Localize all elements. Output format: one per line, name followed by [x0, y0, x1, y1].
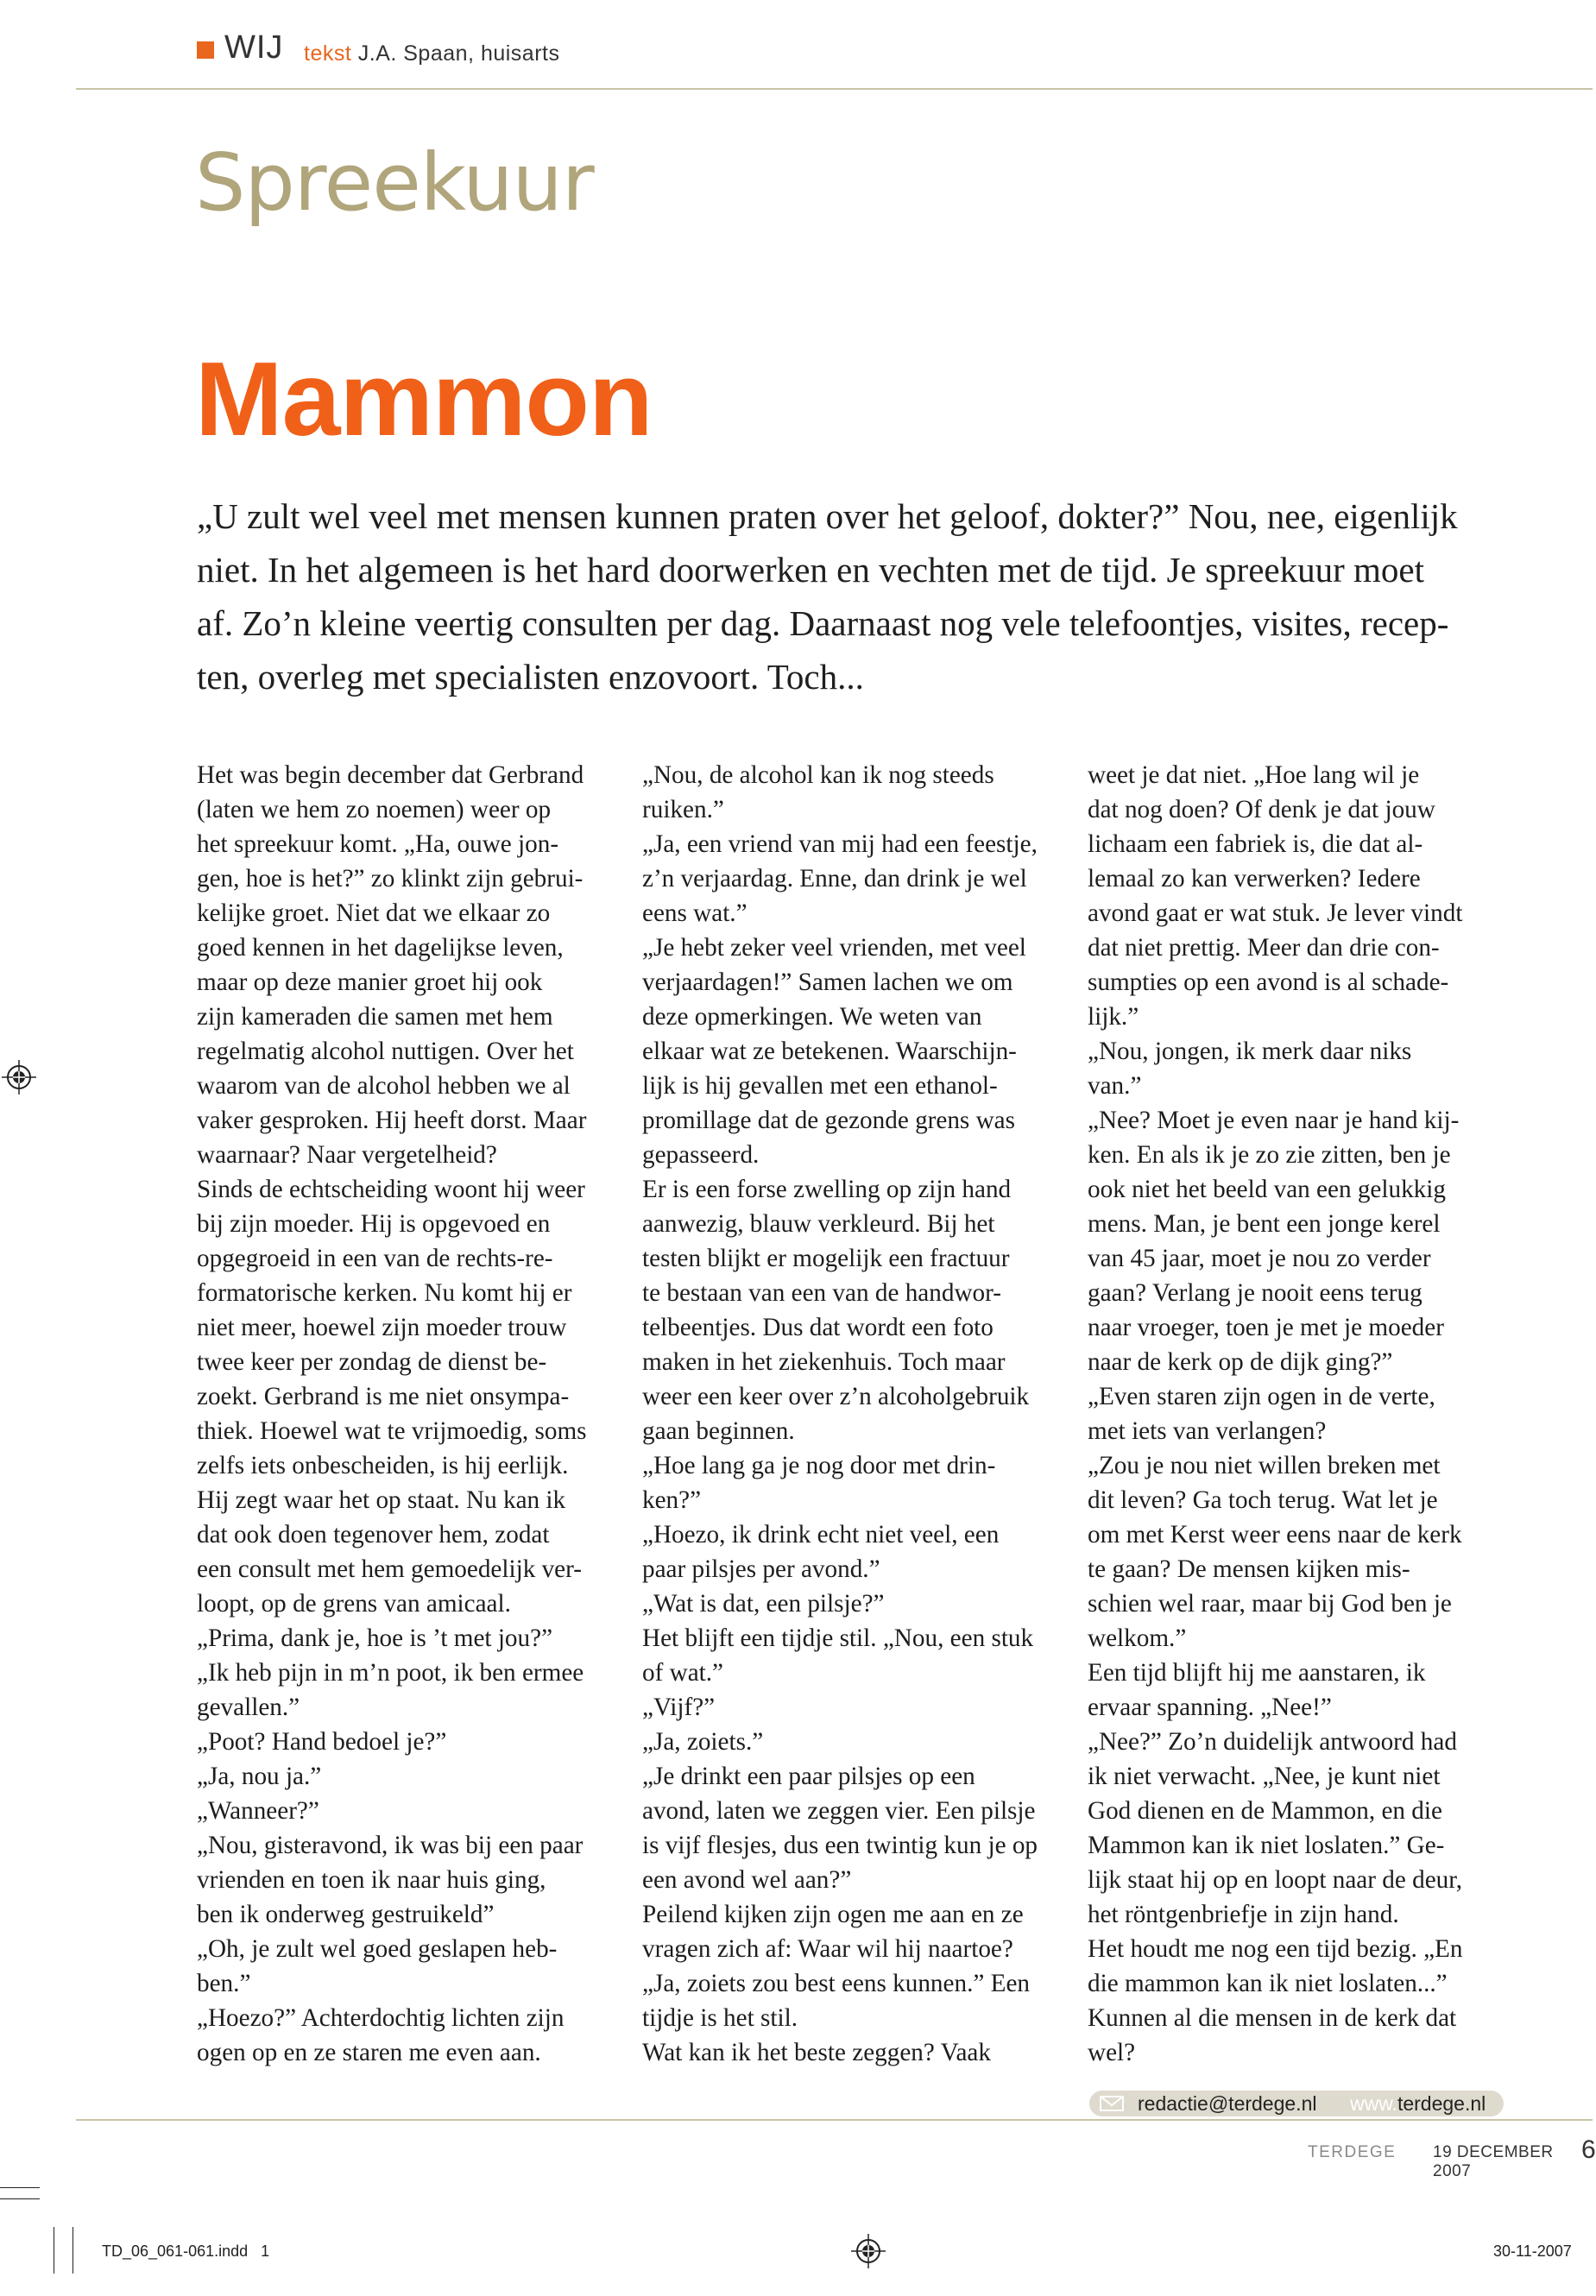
body-line: waarom van de alcohol hebben we al — [197, 1072, 571, 1100]
body-line: welkom.” — [1088, 1624, 1187, 1652]
body-line: ben.” — [197, 1970, 251, 1997]
square-bullet-icon — [197, 41, 214, 59]
body-line: niet meer, hoewel zijn moeder trouw — [197, 1314, 567, 1341]
body-line: van.” — [1088, 1072, 1142, 1100]
body-line: zelfs iets onbescheiden, is hij eerlijk. — [197, 1452, 569, 1479]
body-line: het spreekuur komt. „Ha, ouwe jon- — [197, 830, 559, 858]
body-line: gaan beginnen. — [642, 1417, 795, 1445]
section-label: WIJ — [224, 29, 284, 66]
body-line: lijk staat hij op en loopt naar de deur, — [1088, 1866, 1463, 1894]
magazine-name: TERDEGE — [1308, 2143, 1397, 2161]
body-line: of wat.” — [642, 1659, 724, 1687]
body-line: ken?” — [642, 1486, 702, 1514]
body-line: „Nou, gisteravond, ik was bij een paar — [197, 1832, 584, 1859]
credit-author: J.A. Spaan, huisarts — [357, 41, 560, 66]
body-line: Een tijd blijft hij me aanstaren, ik — [1088, 1659, 1426, 1687]
body-line: „Nou, jongen, ik merk daar niks — [1088, 1038, 1412, 1065]
body-line: ogen op en ze staren me even aan. — [197, 2039, 541, 2066]
body-line: Kunnen al die mensen in de kerk dat — [1088, 2004, 1457, 2032]
body-line: om met Kerst weer eens naar de kerk — [1088, 1521, 1462, 1549]
credit-label: tekst — [304, 41, 352, 66]
body-line: Het blijft een tijdje stil. „Nou, een stuk — [642, 1624, 1034, 1652]
body-line: lijk.” — [1088, 1003, 1139, 1031]
body-line: „Ja, zoiets.” — [642, 1728, 764, 1756]
body-line: lijk is hij gevallen met een ethanol- — [642, 1072, 998, 1100]
body-line: maken in het ziekenhuis. Toch maar — [642, 1348, 1006, 1376]
body-column-1 — [197, 758, 628, 2070]
body-line: kelijke groet. Niet dat we elkaar zo — [197, 899, 551, 927]
body-line: elkaar wat ze betekenen. Waarschijn- — [642, 1038, 1017, 1065]
body-line: zoekt. Gerbrand is me niet onsympa- — [197, 1383, 570, 1410]
website-domain: terdege.nl — [1397, 2092, 1486, 2115]
body-line: lemaal zo kan verwerken? Iedere — [1088, 865, 1421, 893]
slug-filename: TD_06_061-061.indd 1 — [102, 2242, 270, 2260]
body-line: „Hoezo, ik drink echt niet veel, een — [642, 1521, 1000, 1549]
website-prefix: www. — [1350, 2092, 1397, 2115]
body-line: ken. En als ik je zo zie zitten, ben je — [1088, 1141, 1451, 1169]
body-line: lichaam een fabriek is, die dat al- — [1088, 830, 1423, 858]
bottom-divider — [76, 2119, 1593, 2121]
body-line: „Nee?” Zo’n duidelijk antwoord had — [1088, 1728, 1457, 1756]
body-line: gevallen.” — [197, 1694, 300, 1721]
registration-mark-icon — [2, 1060, 36, 1094]
intro-line: ten, overleg met specialisten enzovoort. Toch... — [197, 657, 864, 697]
article-intro — [197, 489, 1517, 703]
body-line: „Wanneer?” — [197, 1797, 319, 1825]
body-line: „Ja, nou ja.” — [197, 1763, 322, 1790]
body-line: Het houdt me nog een tijd bezig. „En — [1088, 1935, 1463, 1963]
body-line: ervaar spanning. „Nee!” — [1088, 1694, 1332, 1721]
body-line: „Wat is dat, een pilsje?” — [642, 1590, 885, 1618]
body-line: Hij zegt waar het op staat. Nu kan ik — [197, 1486, 566, 1514]
column-kicker: Spreekuur — [195, 136, 594, 229]
body-line: deze opmerkingen. We weten van — [642, 1003, 982, 1031]
body-line: „Hoe lang ga je nog door met drin- — [642, 1452, 996, 1479]
body-line: vragen zich af: Waar wil hij naartoe? — [642, 1935, 1013, 1963]
body-line: twee keer per zondag de dienst be- — [197, 1348, 547, 1376]
body-line: van 45 jaar, moet je nou zo verder — [1088, 1245, 1431, 1272]
body-line: is vijf flesjes, dus een twintig kun je op — [642, 1832, 1038, 1859]
body-line: schien wel raar, maar bij God ben je — [1088, 1590, 1452, 1618]
body-line: het röntgenbriefje in zijn hand. — [1088, 1901, 1399, 1928]
body-line: gaan? Verlang je nooit eens terug — [1088, 1279, 1423, 1307]
body-line: thiek. Hoewel wat te vrijmoedig, soms — [197, 1417, 587, 1445]
body-line: „Je drinkt een paar pilsjes op een — [642, 1763, 975, 1790]
body-line: een avond wel aan?” — [642, 1866, 852, 1894]
body-line: promillage dat de gezonde grens was — [642, 1107, 1015, 1134]
body-line: „Hoezo?” Achterdochtig lichten zijn — [197, 2004, 565, 2032]
website-link[interactable] — [1350, 2092, 1486, 2116]
body-line: weet je dat niet. „Hoe lang wil je — [1088, 761, 1420, 789]
body-line: wel? — [1088, 2039, 1136, 2066]
mail-icon — [1100, 2096, 1124, 2111]
body-line: Peilend kijken zijn ogen me aan en ze — [642, 1901, 1024, 1928]
body-line: ben ik onderweg gestruikeld” — [197, 1901, 495, 1928]
body-line: met iets van verlangen? — [1088, 1417, 1327, 1445]
body-line: paar pilsjes per avond.” — [642, 1555, 880, 1583]
intro-line: „U zult wel veel met mensen kunnen praten over het geloof, dokter?” Nou, nee, eigenlijk — [197, 496, 1458, 536]
body-line: „Prima, dank je, hoe is ’t met jou?” — [197, 1624, 553, 1652]
body-line: „Zou je nou niet willen breken met — [1088, 1452, 1441, 1479]
registration-mark-icon — [851, 2234, 886, 2268]
body-line: aanwezig, blauw verkleurd. Bij het — [642, 1210, 995, 1238]
body-line: naar de kerk op de dijk ging?” — [1088, 1348, 1393, 1376]
crop-mark — [0, 2187, 40, 2188]
body-line: „Ik heb pijn in m’n poot, ik ben ermee — [197, 1659, 584, 1687]
body-line: „Ja, een vriend van mij had een feestje, — [642, 830, 1038, 858]
body-line: weer een keer over z’n alcoholgebruik — [642, 1383, 1030, 1410]
body-line: gepasseerd. — [642, 1141, 760, 1169]
page-number: 6 — [1581, 2135, 1596, 2164]
body-line: „Vijf?” — [642, 1694, 716, 1721]
body-line: „Poot? Hand bedoel je?” — [197, 1728, 447, 1756]
body-line: regelmatig alcohol nuttigen. Over het — [197, 1038, 574, 1065]
body-line: mens. Man, je bent een jonge kerel — [1088, 1210, 1441, 1238]
author-credit — [304, 41, 559, 66]
body-line: avond gaat er wat stuk. Je lever vindt — [1088, 899, 1463, 927]
intro-line: af. Zo’n kleine veertig consulten per dag. Daarnaast nog vele telefoontjes, visites, recep- — [197, 603, 1449, 643]
body-line: z’n verjaardag. Enne, dan drink je wel — [642, 865, 1027, 893]
body-line: naar vroeger, toen je met je moeder — [1088, 1314, 1444, 1341]
body-line: dat nog doen? Of denk je dat jouw — [1088, 796, 1435, 823]
body-line: formatorische kerken. Nu komt hij er — [197, 1279, 572, 1307]
body-line: opgegroeid in een van de rechts-re- — [197, 1245, 553, 1272]
body-line: eens wat.” — [642, 899, 748, 927]
contact-email-link[interactable]: redactie@terdege.nl — [1138, 2092, 1317, 2115]
body-line: dat niet prettig. Meer dan drie con- — [1088, 934, 1440, 962]
body-line: een consult met hem gemoedelijk ver- — [197, 1555, 582, 1583]
body-column-2 — [642, 758, 1074, 2070]
crop-mark — [0, 2198, 40, 2199]
body-line: tijdje is het stil. — [642, 2004, 798, 2032]
top-divider — [76, 88, 1593, 90]
body-line: „Ja, zoiets zou best eens kunnen.” Een — [642, 1970, 1031, 1997]
body-line: Er is een forse zwelling op zijn hand — [642, 1176, 1012, 1203]
body-line: Mammon kan ik niet loslaten.” Ge- — [1088, 1832, 1445, 1859]
body-line: sumpties op een avond is al schade- — [1088, 968, 1449, 996]
body-line: waarnaar? Naar vergetelheid? — [197, 1141, 497, 1169]
body-line: gen, hoe is het?” zo klinkt zijn gebrui- — [197, 865, 584, 893]
body-line: testen blijkt er mogelijk een fractuur — [642, 1245, 1010, 1272]
body-line: (laten we hem zo noemen) weer op — [197, 796, 552, 823]
body-line: avond, laten we zeggen vier. Een pilsje — [642, 1797, 1036, 1825]
body-line: God dienen en de Mammon, en die — [1088, 1797, 1442, 1825]
body-line: Het was begin december dat Gerbrand — [197, 761, 584, 789]
slug-date: 30-11-2007 — [1493, 2242, 1572, 2260]
body-line: „Nou, de alcohol kan ik nog steeds — [642, 761, 994, 789]
body-line: te bestaan van een van de handwor- — [642, 1279, 1001, 1307]
body-line: dit leven? Ga toch terug. Wat let je — [1088, 1486, 1438, 1514]
body-line: goed kennen in het dagelijkse leven, — [197, 934, 564, 962]
article-title: Mammon — [195, 340, 653, 457]
body-line: ik niet verwacht. „Nee, je kunt niet — [1088, 1763, 1441, 1790]
body-line: Sinds de echtscheiding woont hij weer — [197, 1176, 585, 1203]
body-line: vrienden en toen ik naar huis ging, — [197, 1866, 546, 1894]
body-column-3 — [1088, 758, 1519, 2070]
body-line: dat ook doen tegenover hem, zodat — [197, 1521, 550, 1549]
body-line: loopt, op de grens van amicaal. — [197, 1590, 511, 1618]
body-line: zijn kameraden die samen met hem — [197, 1003, 553, 1031]
body-line: vaker gesproken. Hij heeft dorst. Maar — [197, 1107, 587, 1134]
body-line: „Oh, je zult wel goed geslapen heb- — [197, 1935, 558, 1963]
body-line: verjaardagen!” Samen lachen we om — [642, 968, 1013, 996]
body-line: „Nee? Moet je even naar je hand kij- — [1088, 1107, 1460, 1134]
intro-line: niet. In het algemeen is het hard doorwerken en vechten met de tijd. Je spreekuur moet — [197, 550, 1424, 590]
body-line: „Je hebt zeker veel vrienden, met veel — [642, 934, 1026, 962]
body-line: ook niet het beeld van een gelukkig — [1088, 1176, 1446, 1203]
body-line: ruiken.” — [642, 796, 724, 823]
body-line: „Even staren zijn ogen in de verte, — [1088, 1383, 1435, 1410]
body-line: maar op deze manier groet hij ook — [197, 968, 543, 996]
body-line: die mammon kan ik niet loslaten...” — [1088, 1970, 1448, 1997]
body-line: bij zijn moeder. Hij is opgevoed en — [197, 1210, 551, 1238]
body-line: Wat kan ik het beste zeggen? Vaak — [642, 2039, 991, 2066]
issue-date: 19 DECEMBER 2007 — [1433, 2143, 1554, 2180]
body-line: te gaan? De mensen kijken mis- — [1088, 1555, 1410, 1583]
body-line: telbeentjes. Dus dat wordt een foto — [642, 1314, 994, 1341]
